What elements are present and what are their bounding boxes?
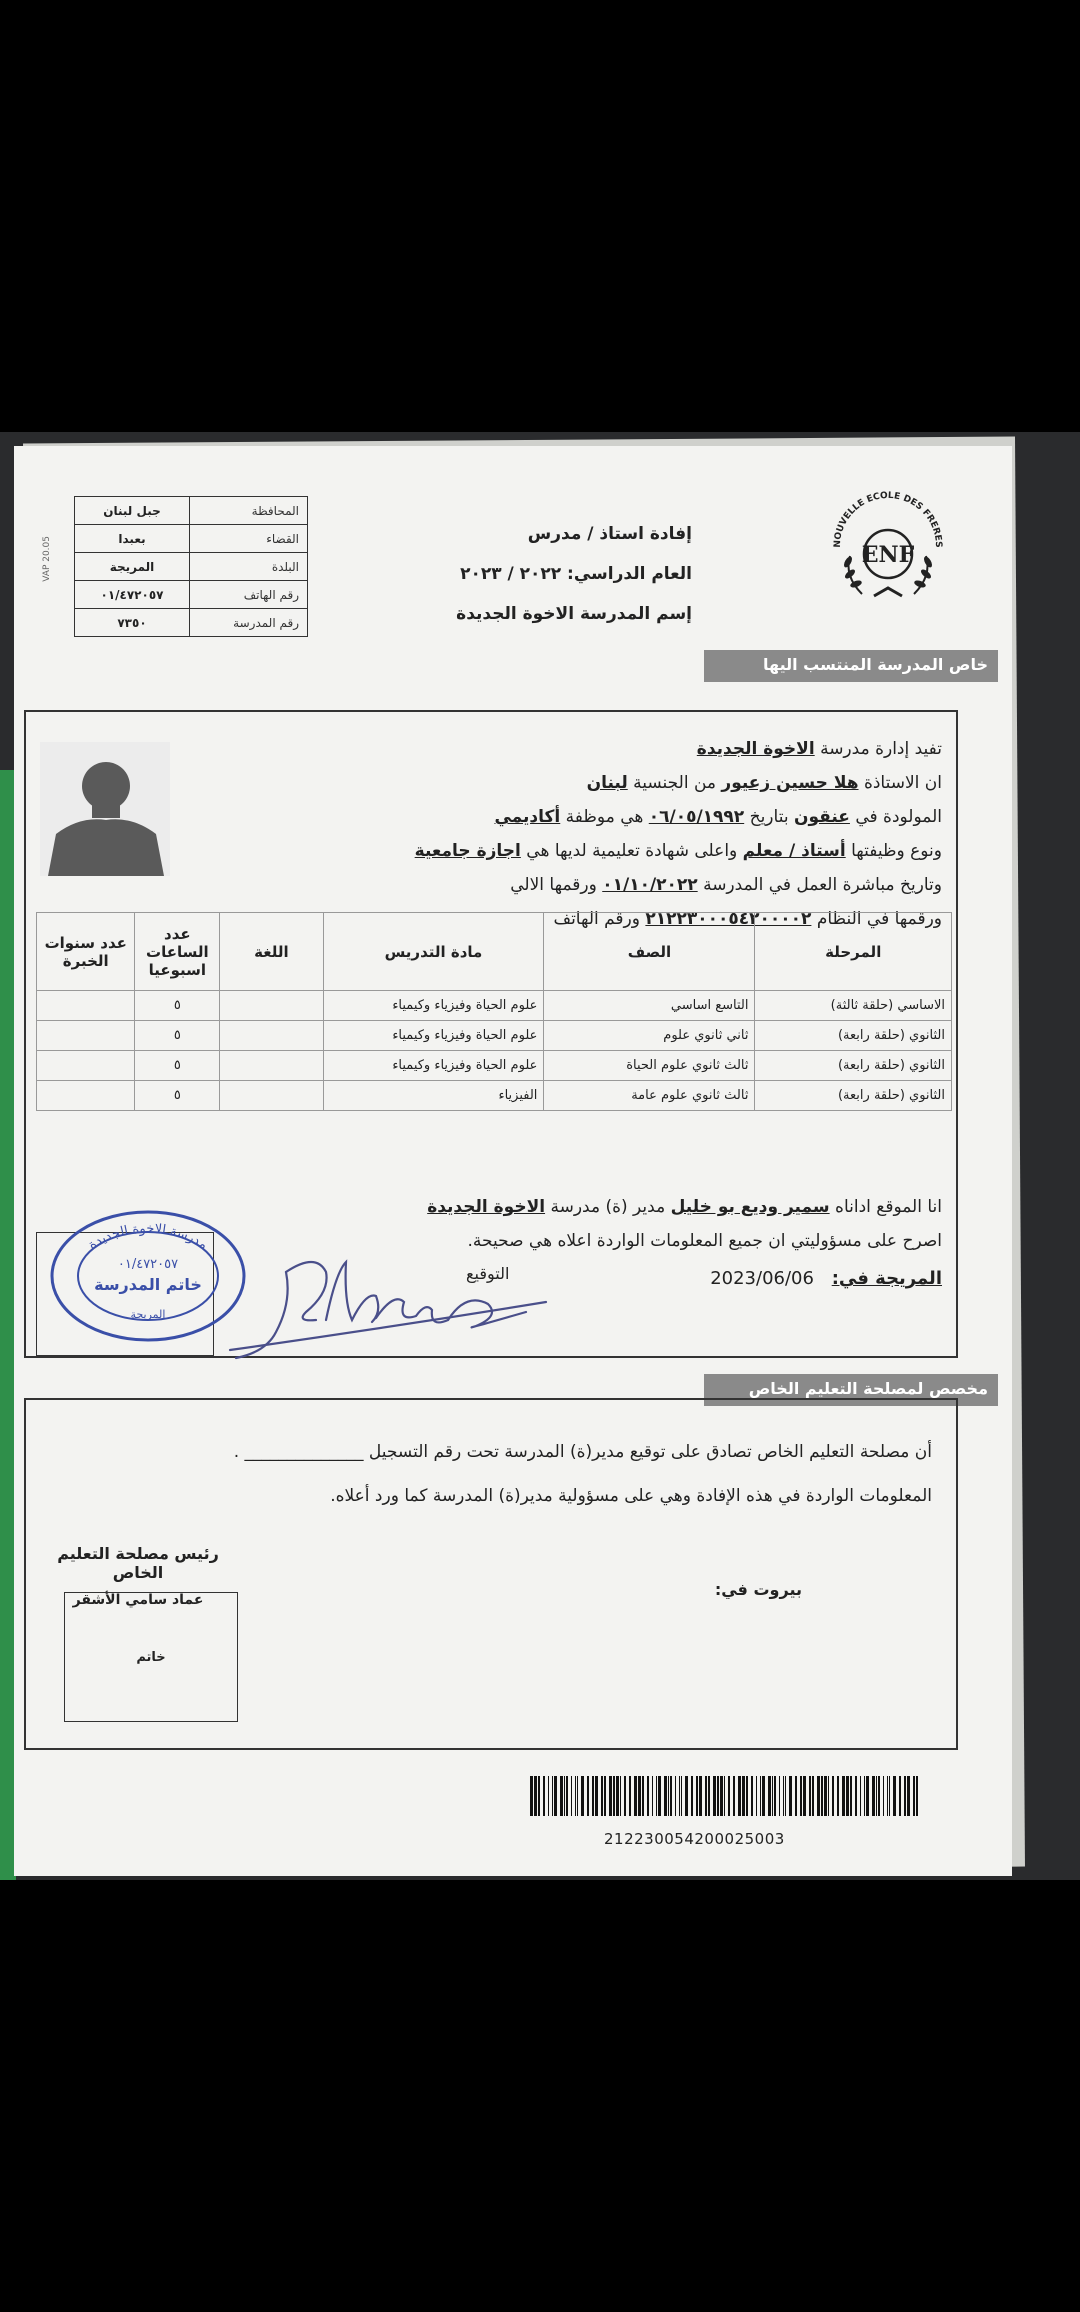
barcode-bar [601, 1776, 603, 1816]
barcode-bar [696, 1776, 698, 1816]
ministry-responsibility-text: المعلومات الواردة في هذه الإفادة وهي على مسؤولية مدير(ة) المدرسة كما ورد أعلاه. [330, 1486, 932, 1506]
table-cell: الفيزياء [323, 1081, 544, 1111]
info-label: رقم الهاتف [190, 581, 308, 609]
table-cell: الثانوي (حلقة رابعة) [755, 1051, 952, 1081]
table-row [37, 991, 952, 1021]
teacher-name-value: هلا حسين زعيور [721, 773, 859, 793]
barcode-bar [907, 1776, 910, 1816]
teaching-table [36, 912, 952, 1111]
barcode-bar [638, 1776, 641, 1816]
beirut-date-label: بيروت في: [714, 1580, 802, 1599]
info-row [75, 497, 308, 525]
declaration-statement: اصرح على مسؤوليتي ان جميع المعلومات الواردة اعلاه هي صحيحة. [467, 1231, 942, 1251]
barcode-bar [751, 1776, 753, 1816]
barcode-bar [889, 1776, 890, 1816]
birthplace-value: عنقون [793, 807, 850, 827]
table-cell: ثالث ثانوي علوم الحياة [544, 1051, 755, 1081]
barcode-bar [705, 1776, 707, 1816]
text: ورقم الهاتف [553, 909, 640, 929]
barcode-bar [685, 1776, 688, 1816]
barcode-bar [866, 1776, 869, 1816]
barcode-bar [864, 1776, 865, 1816]
barcode-bar [916, 1776, 918, 1816]
chief-title: رئيس مصلحة التعليم الخاص [57, 1544, 219, 1582]
barcode-bar [538, 1776, 540, 1816]
text: انا الموقع اداناه [835, 1197, 942, 1217]
stamp-phone: ٠١/٤٧٢٠٥٧ [117, 1257, 179, 1272]
barcode-bar [616, 1776, 619, 1816]
table-cell: ٥ [135, 991, 220, 1021]
signing-date-value: 2023/06/06 [710, 1268, 814, 1289]
barcode-bar [613, 1776, 615, 1816]
table-cell: ٥ [135, 1021, 220, 1051]
text: بتاريخ [749, 807, 789, 827]
table-cell [37, 991, 135, 1021]
principal-signature [226, 1232, 556, 1362]
info-value: المريجة [75, 553, 190, 581]
barcode-bar [789, 1776, 792, 1816]
text: ورقمها في النظام [816, 909, 942, 929]
barcode-bar [577, 1776, 578, 1816]
school-name-value: الاخوة الجديدة [427, 1197, 546, 1217]
table-cell: التاسع اساسي [544, 991, 755, 1021]
barcode-bar [670, 1776, 672, 1816]
barcode-bar [571, 1776, 572, 1816]
detail-line-job [222, 834, 942, 868]
barcode-bar [724, 1776, 725, 1816]
barcode-bar [772, 1776, 773, 1816]
barcode-bar [756, 1776, 757, 1816]
barcode-bar [837, 1776, 839, 1816]
barcode-bar [548, 1776, 549, 1816]
ministry-section-box [24, 1398, 958, 1750]
info-value: ٧٣٥٠ [75, 609, 190, 637]
chief-name: عماد سامي الأشقر [72, 1592, 204, 1608]
barcode-bar [552, 1776, 553, 1816]
logo-arc-text: NOUVELLE ECOLE DES FRERES [832, 490, 944, 548]
barcode-bar [699, 1776, 702, 1816]
table-header-cell: مادة التدريس [323, 913, 544, 991]
school-stamp [48, 1206, 248, 1346]
barcode-bar [708, 1776, 710, 1816]
school-name-value: الاخوة الجديدة [696, 739, 815, 759]
degree-value: اجازة جامعية [414, 841, 521, 861]
barcode-bar [566, 1776, 568, 1816]
detail-line-name [222, 766, 942, 800]
text: ان الاستاذة [863, 773, 942, 793]
svg-text:NOUVELLE ECOLE DES FRERES [833, 491, 943, 548]
barcode-bar [554, 1776, 557, 1816]
barcode-bar [642, 1776, 644, 1816]
barcode-bar [604, 1776, 606, 1816]
barcode-bar [595, 1776, 598, 1816]
table-cell: علوم الحياة وفيزياء وكيمياء [323, 1051, 544, 1081]
school-info-table [74, 496, 308, 637]
table-header-cell: اللغة [220, 913, 323, 991]
table-header-cell: المرحلة [755, 913, 952, 991]
barcode-bar [800, 1776, 802, 1816]
barcode-bar [855, 1776, 857, 1816]
barcode-bar [720, 1776, 723, 1816]
svg-text:مدرسة الاخوة الجديدة [86, 1222, 211, 1253]
table-cell: علوم الحياة وفيزياء وكيمياء [323, 1021, 544, 1051]
barcode-bar [878, 1776, 880, 1816]
barcode-bar [629, 1776, 631, 1816]
table-row [37, 1051, 952, 1081]
barcode-bar [679, 1776, 680, 1816]
barcode-bar [742, 1776, 745, 1816]
text: وتاريخ مباشرة العمل في المدرسة [703, 875, 942, 895]
barcode-bar [842, 1776, 845, 1816]
barcode-bar [746, 1776, 748, 1816]
barcode-bar [658, 1776, 661, 1816]
table-cell [220, 1051, 323, 1081]
table-header-cell: الصف [544, 913, 755, 991]
barcode-bar [543, 1776, 545, 1816]
detail-line-start [222, 868, 942, 902]
table-cell: الثانوي (حلقة رابعة) [755, 1021, 952, 1051]
table-cell [37, 1021, 135, 1051]
info-row [75, 609, 308, 637]
barcode-bar [634, 1776, 637, 1816]
barcode-bar [883, 1776, 884, 1816]
table-cell: ثاني ثانوي علوم [544, 1021, 755, 1051]
barcode-bar [664, 1776, 667, 1816]
school-logo [822, 476, 954, 608]
info-value: جبل لبنان [75, 497, 190, 525]
info-row [75, 553, 308, 581]
barcode-bar [821, 1776, 823, 1816]
info-label: رقم المدرسة [190, 609, 308, 637]
certificate-page [14, 446, 1012, 1876]
logo-monogram: ENF [861, 542, 915, 568]
barcode-bar [717, 1776, 719, 1816]
barcode-bar [760, 1776, 761, 1816]
table-cell: الاساسي (حلقة ثالثة) [755, 991, 952, 1021]
barcode-bar [652, 1776, 653, 1816]
info-value: ٠١/٤٧٢٠٥٧ [75, 581, 190, 609]
barcode-bar [762, 1776, 765, 1816]
text: من الجنسية [633, 773, 717, 793]
principal-name-value: سمير وديع بو خليل [670, 1197, 830, 1217]
barcode-number: 212230054200025003 [604, 1830, 785, 1848]
barcode-bar [913, 1776, 915, 1816]
barcode-bar [609, 1776, 612, 1816]
barcode-bar [860, 1776, 861, 1816]
barcode-bar [581, 1776, 584, 1816]
table-cell [37, 1081, 135, 1111]
barcode-bar [564, 1776, 565, 1816]
barcode-bar [624, 1776, 626, 1816]
barcode-bar [620, 1776, 621, 1816]
barcode [530, 1776, 920, 1816]
barcode-bar [675, 1776, 676, 1816]
barcode-bar [817, 1776, 820, 1816]
table-cell [37, 1051, 135, 1081]
table-cell: ٥ [135, 1081, 220, 1111]
text: ونوع وظيفتها [851, 841, 942, 861]
barcode-bar [809, 1776, 811, 1816]
barcode-bar [876, 1776, 877, 1816]
info-value: بعبدا [75, 525, 190, 553]
barcode-bar [828, 1776, 829, 1816]
table-cell: ٥ [135, 1051, 220, 1081]
document-header [392, 524, 692, 644]
text: واعلى شهادة تعليمية لديها هي [526, 841, 738, 861]
table-row [37, 1081, 952, 1111]
barcode-bar [575, 1776, 576, 1816]
barcode-bar [893, 1776, 896, 1816]
stamp-seal-label: خاتم المدرسة [94, 1275, 202, 1294]
barcode-bar [783, 1776, 784, 1816]
barcode-bar [560, 1776, 563, 1816]
barcode-bar [887, 1776, 888, 1816]
barcode-bar [832, 1776, 834, 1816]
teacher-details [222, 732, 942, 936]
stamp-town: المريجة [130, 1308, 166, 1321]
info-label: المحافظة [190, 497, 308, 525]
barcode-bar [691, 1776, 693, 1816]
table-header-cell: عدد الساعات اسبوعيا [135, 913, 220, 991]
system-number-value: ٢١٢٢٣٠٠٠٥٤٢٠٠٠٠٢ [645, 909, 812, 929]
school-name-header: إسم المدرسة الاخوة الجديدة [456, 604, 692, 624]
barcode-bar [656, 1776, 657, 1816]
barcode-bar [779, 1776, 780, 1816]
signing-date [710, 1268, 942, 1289]
school-section-box [24, 710, 958, 1358]
barcode-bar [904, 1776, 906, 1816]
info-row [75, 525, 308, 553]
signing-place: المريجة في: [831, 1268, 942, 1289]
barcode-bar [774, 1776, 776, 1816]
job-type-value: أستاذ / معلم [742, 841, 846, 861]
birthdate-value: ٠٦/٠٥/١٩٩٢ [648, 807, 745, 827]
barcode-bar [785, 1776, 786, 1816]
barcode-bar [668, 1776, 669, 1816]
text: المولودة في [855, 807, 942, 827]
ministry-seal-box: خاتم [64, 1592, 238, 1722]
barcode-bar [872, 1776, 875, 1816]
text: ورقمها الالي [510, 875, 597, 895]
table-cell [220, 1081, 323, 1111]
barcode-bar [534, 1776, 537, 1816]
barcode-bar [647, 1776, 649, 1816]
barcode-bar [812, 1776, 814, 1816]
detail-line-school [222, 732, 942, 766]
barcode-bar [713, 1776, 716, 1816]
table-cell [220, 1021, 323, 1051]
barcode-bar [899, 1776, 901, 1816]
barcode-bar [733, 1776, 735, 1816]
barcode-bar [803, 1776, 806, 1816]
stamp-arc-text: مدرسة الاخوة الجديدة [85, 1221, 211, 1253]
barcode-bar [846, 1776, 849, 1816]
barcode-bar [728, 1776, 730, 1816]
table-row [37, 1021, 952, 1051]
barcode-bar [738, 1776, 741, 1816]
text: تفيد إدارة مدرسة [820, 739, 942, 759]
barcode-bar [587, 1776, 589, 1816]
table-cell [220, 991, 323, 1021]
ministry-approval-text: أن مصلحة التعليم الخاص تصادق على توقيع مدير(ة) المدرسة تحت رقم التسجيل ______________ . [233, 1442, 932, 1462]
barcode-bar [530, 1776, 533, 1816]
barcode-bar [592, 1776, 594, 1816]
school-year: العام الدراسي: ٢٠٢٢ / ٢٠٢٣ [460, 564, 692, 584]
table-cell: ثالث ثانوي علوم عامة [544, 1081, 755, 1111]
barcode-bar [795, 1776, 797, 1816]
barcode-bar [824, 1776, 827, 1816]
info-label: البلدة [190, 553, 308, 581]
barcode-bar [850, 1776, 852, 1816]
table-header-cell: عدد سنوات الخبرة [37, 913, 135, 991]
text: هي موظفة [565, 807, 644, 827]
info-row [75, 581, 308, 609]
nationality-value: لبنان [586, 773, 628, 793]
text: مدير (ة) مدرسة [550, 1197, 666, 1217]
start-date-value: ٠١/١٠/٢٠٢٢ [602, 875, 698, 895]
section-school-bar: خاص المدرسة المنتسب اليها [704, 650, 998, 682]
side-reference-code: VAP 20.05 [42, 536, 52, 582]
role-value: أكاديمي [494, 807, 561, 827]
signature-label: التوقيع [466, 1264, 510, 1283]
person-placeholder-icon [40, 742, 170, 876]
info-label: القضاء [190, 525, 308, 553]
detail-line-birth [222, 800, 942, 834]
document-title: إفادة استاذ / مدرس [527, 524, 692, 544]
table-cell: علوم الحياة وفيزياء وكيمياء [323, 991, 544, 1021]
barcode-bar [681, 1776, 682, 1816]
table-cell: الثانوي (حلقة رابعة) [755, 1081, 952, 1111]
section-ministry-bar: مخصص لمصلحة التعليم الخاص [704, 1374, 998, 1406]
barcode-bar [768, 1776, 771, 1816]
